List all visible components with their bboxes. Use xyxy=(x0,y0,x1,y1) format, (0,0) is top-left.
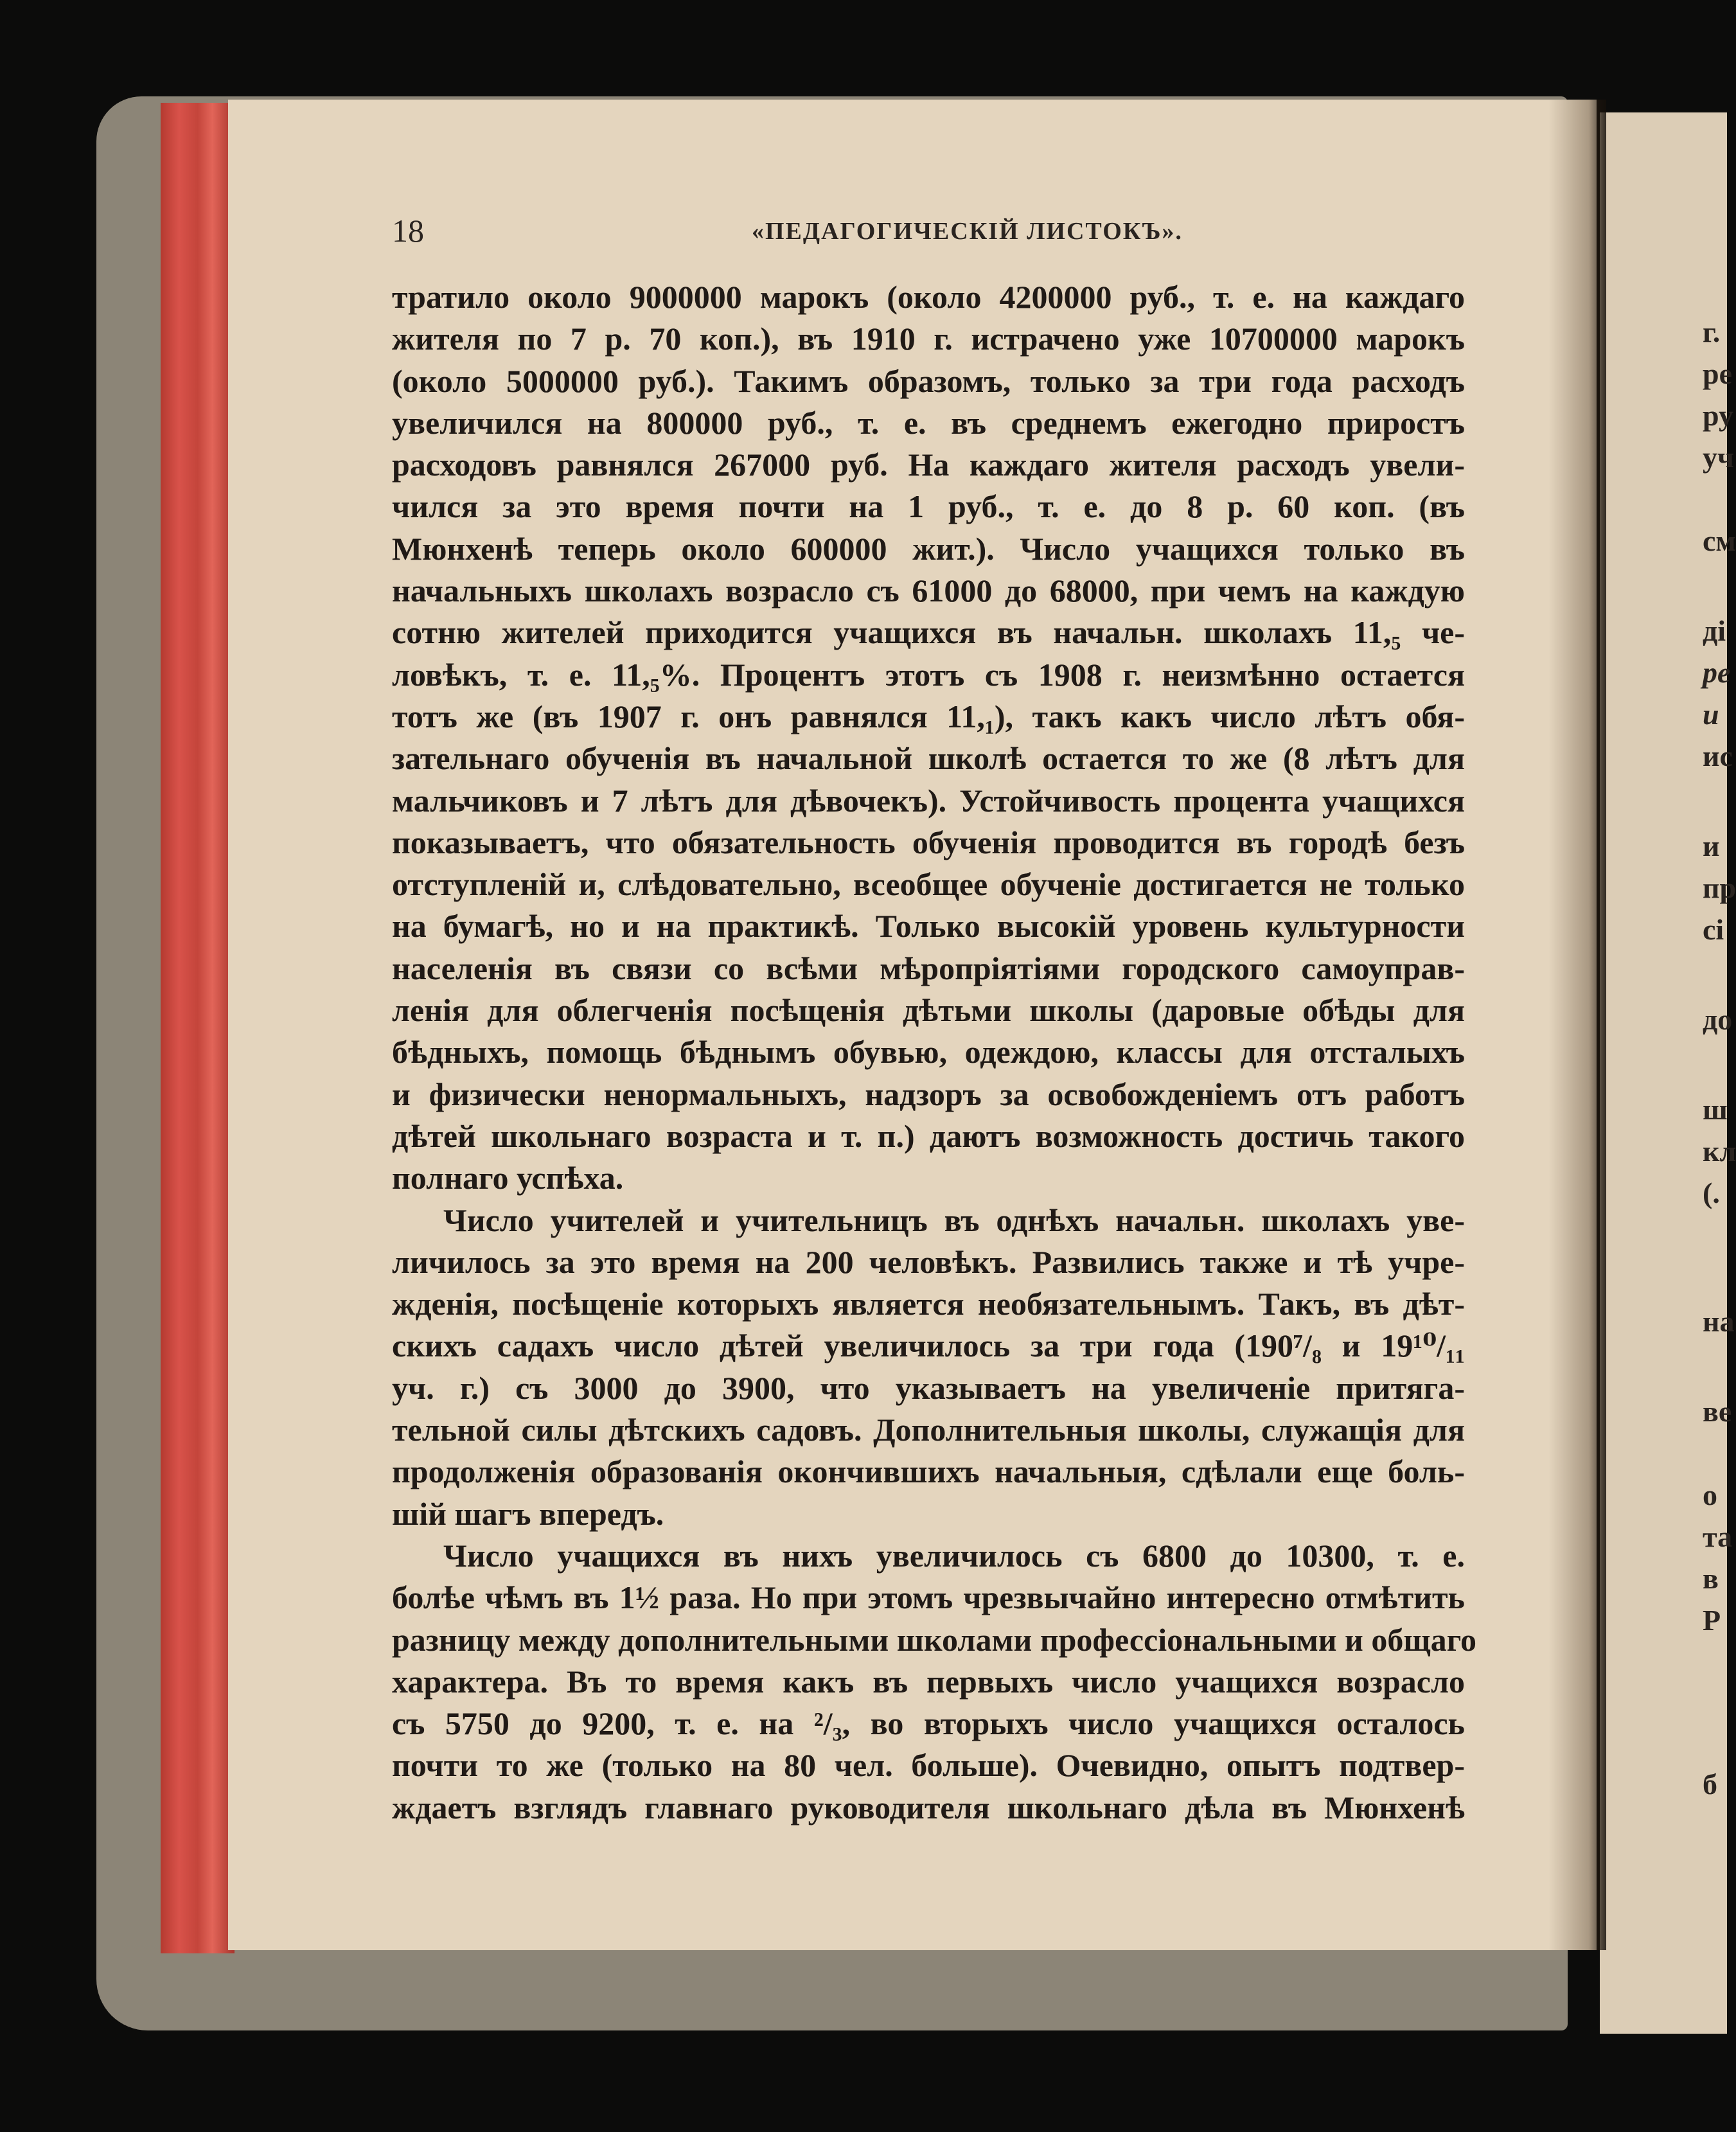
text-line: чился за это время почти на 1 руб., т. е. до 8 р. 60 коп. (въ xyxy=(392,488,1465,525)
text-line: почти то же (только на 80 чел. больше). Очевидно, опытъ подтвер- xyxy=(392,1747,1465,1784)
next-page-fragment: о xyxy=(1703,1479,1717,1511)
body-text xyxy=(392,276,1477,1829)
text-line: и физически ненормальныхъ, надзоръ за освобожденіемъ отъ работъ xyxy=(392,1076,1465,1112)
text-line: мальчиковъ и 7 лѣтъ для дѣвочекъ). Устойчивость процента учащихся xyxy=(392,782,1465,819)
next-page-fragment: ру xyxy=(1703,399,1733,432)
next-page-fragment: уч xyxy=(1703,441,1734,474)
page-edges xyxy=(161,103,235,1953)
next-page-fragment: и xyxy=(1703,830,1720,862)
gutter-shadow xyxy=(1548,100,1606,1950)
text-line: ловѣкъ, т. е. 11,₅%. Процентъ этотъ съ 1908 г. неизмѣнно остается xyxy=(392,656,1465,693)
next-page-fragment: та xyxy=(1703,1520,1733,1553)
next-page-fragment: до xyxy=(1703,1003,1733,1036)
text-line: уч. г.) съ 3000 до 3900, что указываетъ на увеличеніе притяга- xyxy=(392,1369,1465,1406)
text-line: Число учителей и учительницъ въ однѣхъ начальн. школахъ уве- xyxy=(443,1202,1465,1238)
text-line: ждаетъ взглядъ главнаго руководителя школьнаго дѣла въ Мюнхенѣ xyxy=(392,1789,1465,1826)
next-page-fragment: см xyxy=(1703,524,1736,557)
text-line: Число учащихся въ нихъ увеличилось съ 6800 до 10300, т. е. xyxy=(443,1537,1465,1574)
text-line: сотню жителей приходится учащихся въ начальн. школахъ 11,₅ че- xyxy=(392,614,1465,651)
text-line: болѣе чѣмъ въ 1½ раза. Но при этомъ чрезвычайно интересно отмѣтить xyxy=(392,1579,1465,1616)
text-line: личилось за это время на 200 человѣкъ. Развились также и тѣ учре- xyxy=(392,1243,1465,1280)
next-page-fragment: ді xyxy=(1703,614,1726,647)
text-line: (около 5000000 руб.). Такимъ образомъ, только за три года расходъ xyxy=(392,362,1465,399)
next-page-fragment: ре xyxy=(1703,357,1732,390)
text-line: жденія, посѣщеніе которыхъ является необязательнымъ. Такъ, въ дѣт- xyxy=(392,1286,1465,1322)
next-page-fragment: г. xyxy=(1703,315,1721,348)
text-line: скихъ садахъ число дѣтей увеличилось за три года (190⁷/₈ и 19¹⁰/₁₁ xyxy=(392,1328,1465,1364)
text-line: продолженія образованія окончившихъ начальныя, сдѣлали еще боль- xyxy=(392,1453,1465,1490)
text-line: отступленій и, слѣдовательно, всеобщее обученіе достигается не только xyxy=(392,866,1465,903)
next-page-fragment: ш xyxy=(1703,1093,1728,1126)
text-line: населенія въ связи со всѣми мѣропріятіями городского самоуправ- xyxy=(392,950,1465,986)
text-line: полнаго успѣха. xyxy=(392,1160,624,1196)
next-page-fragment: пр xyxy=(1703,871,1736,904)
text-line: увеличился на 800000 руб., т. е. въ среднемъ ежегодно приростъ xyxy=(392,404,1465,441)
running-title: «ПЕДАГОГИЧЕСКІЙ ЛИСТОКЪ». xyxy=(752,218,1183,245)
next-page-fragment: ре xyxy=(1703,656,1731,689)
text-line: жителя по 7 р. 70 коп.), въ 1910 г. истрачено уже 10700000 марокъ xyxy=(392,321,1465,357)
text-line: тельной силы дѣтскихъ садовъ. Дополнительныя школы, служащія для xyxy=(392,1412,1465,1448)
next-page-fragment: сі xyxy=(1703,913,1724,946)
next-page-fragment: в xyxy=(1703,1562,1719,1595)
running-head xyxy=(392,212,1471,257)
next-page-fragment: ис xyxy=(1703,740,1733,772)
next-page-fragment: Р xyxy=(1703,1604,1721,1637)
text-line: бѣдныхъ, помощь бѣднымъ обувью, одеждою, классы для отсталыхъ xyxy=(392,1034,1465,1070)
text-line: Мюнхенѣ теперь около 600000 жит.). Число учащихся только въ xyxy=(392,530,1465,567)
text-line: характера. Въ то время какъ въ первыхъ число учащихся возрасло xyxy=(392,1663,1465,1700)
text-line: тратило около 9000000 марокъ (около 4200000 руб., т. е. на каждаго xyxy=(392,279,1465,315)
page-number: 18 xyxy=(392,213,424,249)
next-page-fragment: б xyxy=(1703,1768,1717,1800)
text-line: разницу между дополнительными школами профессіональными и общаго xyxy=(392,1621,1477,1658)
text-line: на бумагѣ, но и на практикѣ. Только высокій уровень культурности xyxy=(392,908,1465,945)
text-line: начальныхъ школахъ возрасло съ 61000 до 68000, при чемъ на каждую xyxy=(392,573,1465,609)
text-line: расходовъ равнялся 267000 руб. На каждаго жителя расходъ увели- xyxy=(392,447,1465,483)
next-page-fragment: на xyxy=(1703,1305,1735,1338)
text-line: ленія для облегченія посѣщенія дѣтьми школы (даровые обѣды для xyxy=(392,992,1465,1029)
text-line: съ 5750 до 9200, т. е. на ²/₃, во вторыхъ число учащихся осталось xyxy=(392,1705,1465,1742)
next-page-fragment: (. xyxy=(1703,1177,1720,1209)
text-line: шій шагъ впередъ. xyxy=(392,1495,664,1532)
text-line: дѣтей школьнаго возраста и т. п.) даютъ возможность достичь такого xyxy=(392,1117,1465,1154)
next-page-fragment: кл xyxy=(1703,1135,1736,1168)
next-page-fragment: ве xyxy=(1703,1395,1732,1428)
text-line: показываетъ, что обязательность обученія проводится въ городѣ безъ xyxy=(392,824,1465,860)
next-page-fragment: и xyxy=(1703,698,1719,731)
text-line: зательнаго обученія въ начальной школѣ остается то же (8 лѣтъ для xyxy=(392,740,1465,777)
text-line: тотъ же (въ 1907 г. онъ равнялся 11,₁), такъ какъ число лѣтъ обя- xyxy=(392,698,1465,734)
